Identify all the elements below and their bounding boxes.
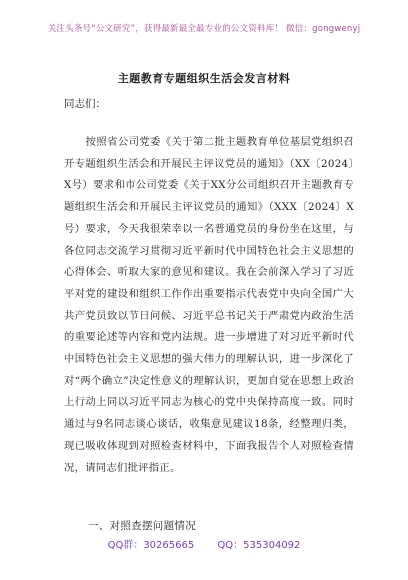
salutation: 同志们： [64, 98, 106, 110]
section-heading: 一、对照查摆问题情况 [88, 520, 196, 532]
qq-number-label: QQ：535304092 [217, 540, 301, 551]
document-title: 主题教育专题组织生活会发言材料 [117, 72, 291, 85]
header-banner: 关注头条号“公文研究”，获得最新最全最专业的公文资料库！ 微信：gongwenyj [47, 24, 361, 34]
qq-group-label: QQ群：30265665 [107, 540, 195, 551]
body-paragraph: 按照省公司党委《关于第二批主题教育单位基层党组织召开专题组织生活会和开展民主评议党员的通知》（XX〔2024〕X号）要求和市公司党委《关于XX分公司组织召开主题教育专题组织生活会和开展民主评议党员的通知》（XXX〔2024〕X号）要求，今天我很荣幸以一名普通党员的身份坐在这里，与各位同志交流学习贯彻习近平新时代中国特色社会主义思想的心得体会、听取大家的意见和建议。我在会前深入学习了习近平对党的建设和组织工作作出重要指示代表党中央向全国广大共产党员致以节日问候、习近平总书记关于严肃党内政治生活的重要论述等内容和党内法规。进一步增进了对习近平新时代中国特色社会主义思想的强大伟力的理解认识，进一步深化了对“两个确立”决定性意义的理解认识，更加自觉在思想上政治上行动上同以习近平同志为核心的党中央保持高度一致。同时通过与9名同志谈心谈话，收集意见建议18条，经整理归类，现已吸收体现到对照检查材料中，下面我报告个人对照检查情况，请同志们批评指正。 [64, 136, 354, 474]
footer-contact [0, 536, 408, 551]
body-paragraph-container [64, 132, 354, 479]
